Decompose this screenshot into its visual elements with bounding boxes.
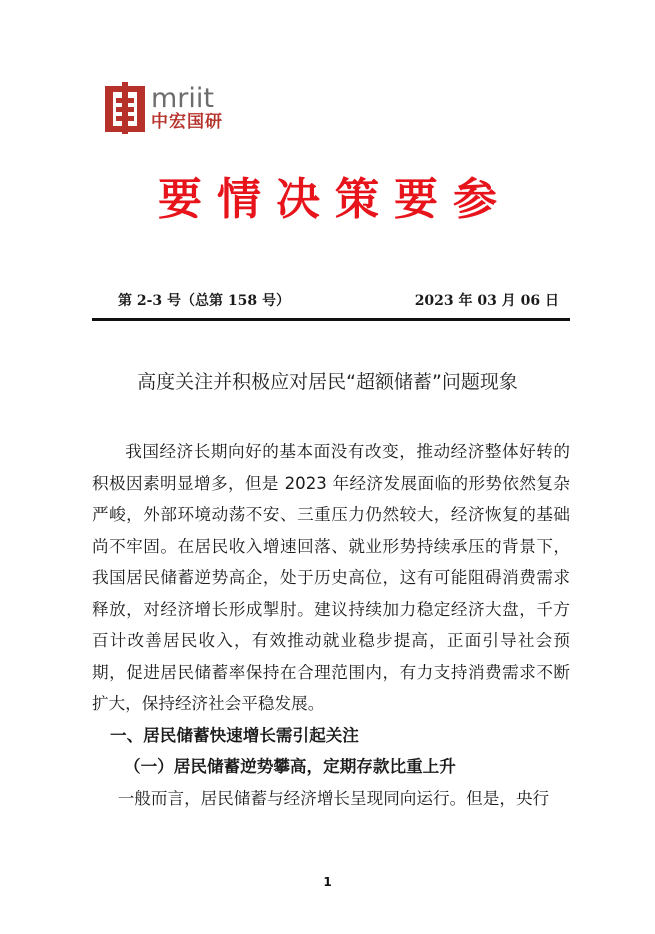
header-divider: [92, 318, 570, 321]
document-body: [92, 436, 570, 814]
body-paragraph: 我国经济长期向好的基本面没有改变，推动经济整体好转的积极因素明显增多，但是 2023 年经济发展面临的形势依然复杂严峻，外部环境动荡不安、三重压力仍然较大，经济恢复的基础尚不牢固。在居民收入增速回落、就业形势持续承压的背景下，我国居民储蓄逆势高企，处于历史高位，这有可能阻碍消费需求释放，对经济增长形成掣肘。建议持续加力稳定经济大盘，千方百计改善居民收入，有效推动就业稳步提高，正面引导社会预期，促进居民储蓄率保持在合理范围内，有力支持消费需求不断扩大，保持经济社会平稳发展。: [92, 442, 570, 713]
body-paragraph-continued: 一般而言，居民储蓄与经济增长呈现同向运行。但是，央行: [117, 788, 550, 808]
issue-info: [118, 290, 559, 310]
logo: [105, 82, 223, 134]
page-number: 1: [323, 875, 332, 889]
section-heading: 一、居民储蓄快速增长需引起关注: [110, 725, 359, 745]
logo-chinese-text: 中宏国研: [151, 111, 223, 132]
issue-number: 第 2-3 号（总第 158 号）: [118, 293, 291, 309]
masthead-title: 要情决策要参: [158, 174, 512, 225]
mriit-logo-mark-icon: [105, 82, 145, 134]
subsection-heading: （一）居民储蓄逆势攀高，定期存款比重上升: [124, 757, 456, 776]
document-title: 高度关注并积极应对居民“超额储蓄”问题现象: [137, 371, 518, 393]
logo-english-text: mriit: [151, 82, 214, 114]
issue-date: 2023 年 03 月 06 日: [414, 293, 559, 309]
